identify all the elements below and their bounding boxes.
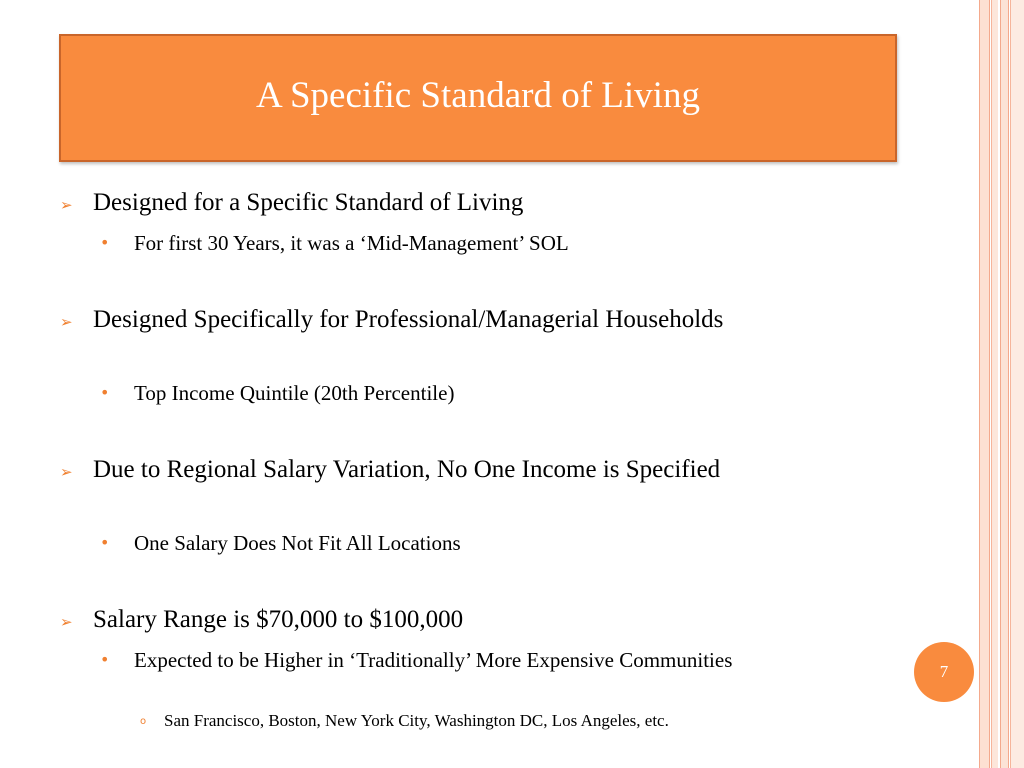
bullet-text: Due to Regional Salary Variation, No One Income is Specified xyxy=(93,456,721,483)
dot-bullet-icon: • xyxy=(100,533,110,552)
dot-bullet-icon: • xyxy=(100,650,110,669)
bullet-text: Designed for a Specific Standard of Living xyxy=(93,189,524,216)
circle-bullet-icon: o xyxy=(140,716,147,727)
decorative-stripe xyxy=(1010,0,1024,768)
bullet-text: Salary Range is $70,000 to $100,000 xyxy=(93,606,464,633)
sub-sub-bullet-text: San Francisco, Boston, New York City, Washington DC, Los Angeles, etc. xyxy=(164,711,669,730)
sub-bullet-item xyxy=(100,378,820,408)
arrow-bullet-icon: ➢ xyxy=(60,613,73,631)
page-number-badge xyxy=(914,642,974,702)
arrow-bullet-icon: ➢ xyxy=(60,196,73,214)
sub-bullet-text: For first 30 Years, it was a ‘Mid-Management’ SOL xyxy=(134,231,569,255)
bullet-item xyxy=(60,186,820,222)
bullet-item xyxy=(60,303,820,339)
dot-bullet-icon: • xyxy=(100,383,110,402)
bullet-item xyxy=(60,603,820,639)
sub-bullet-item xyxy=(100,645,800,675)
arrow-bullet-icon: ➢ xyxy=(60,463,73,481)
sub-bullet-item xyxy=(100,228,820,258)
bullet-text: Designed Specifically for Professional/Managerial Households xyxy=(93,306,724,333)
page-number: 7 xyxy=(939,662,949,681)
sub-sub-bullet-item xyxy=(140,709,860,735)
sub-bullet-text: Expected to be Higher in ‘Traditionally’ More Expensive Communities xyxy=(134,648,733,672)
sub-bullet-text: Top Income Quintile (20th Percentile) xyxy=(134,381,455,405)
dot-bullet-icon: • xyxy=(100,233,110,252)
bullet-item xyxy=(60,453,820,489)
sub-bullet-item xyxy=(100,528,820,558)
title-banner xyxy=(59,34,897,162)
decorative-stripe xyxy=(991,0,998,768)
decorative-stripe xyxy=(1000,0,1009,768)
decorative-stripe xyxy=(979,0,990,768)
slide-title: A Specific Standard of Living xyxy=(256,74,700,116)
arrow-bullet-icon: ➢ xyxy=(60,313,73,331)
sub-bullet-text: One Salary Does Not Fit All Locations xyxy=(134,531,461,555)
